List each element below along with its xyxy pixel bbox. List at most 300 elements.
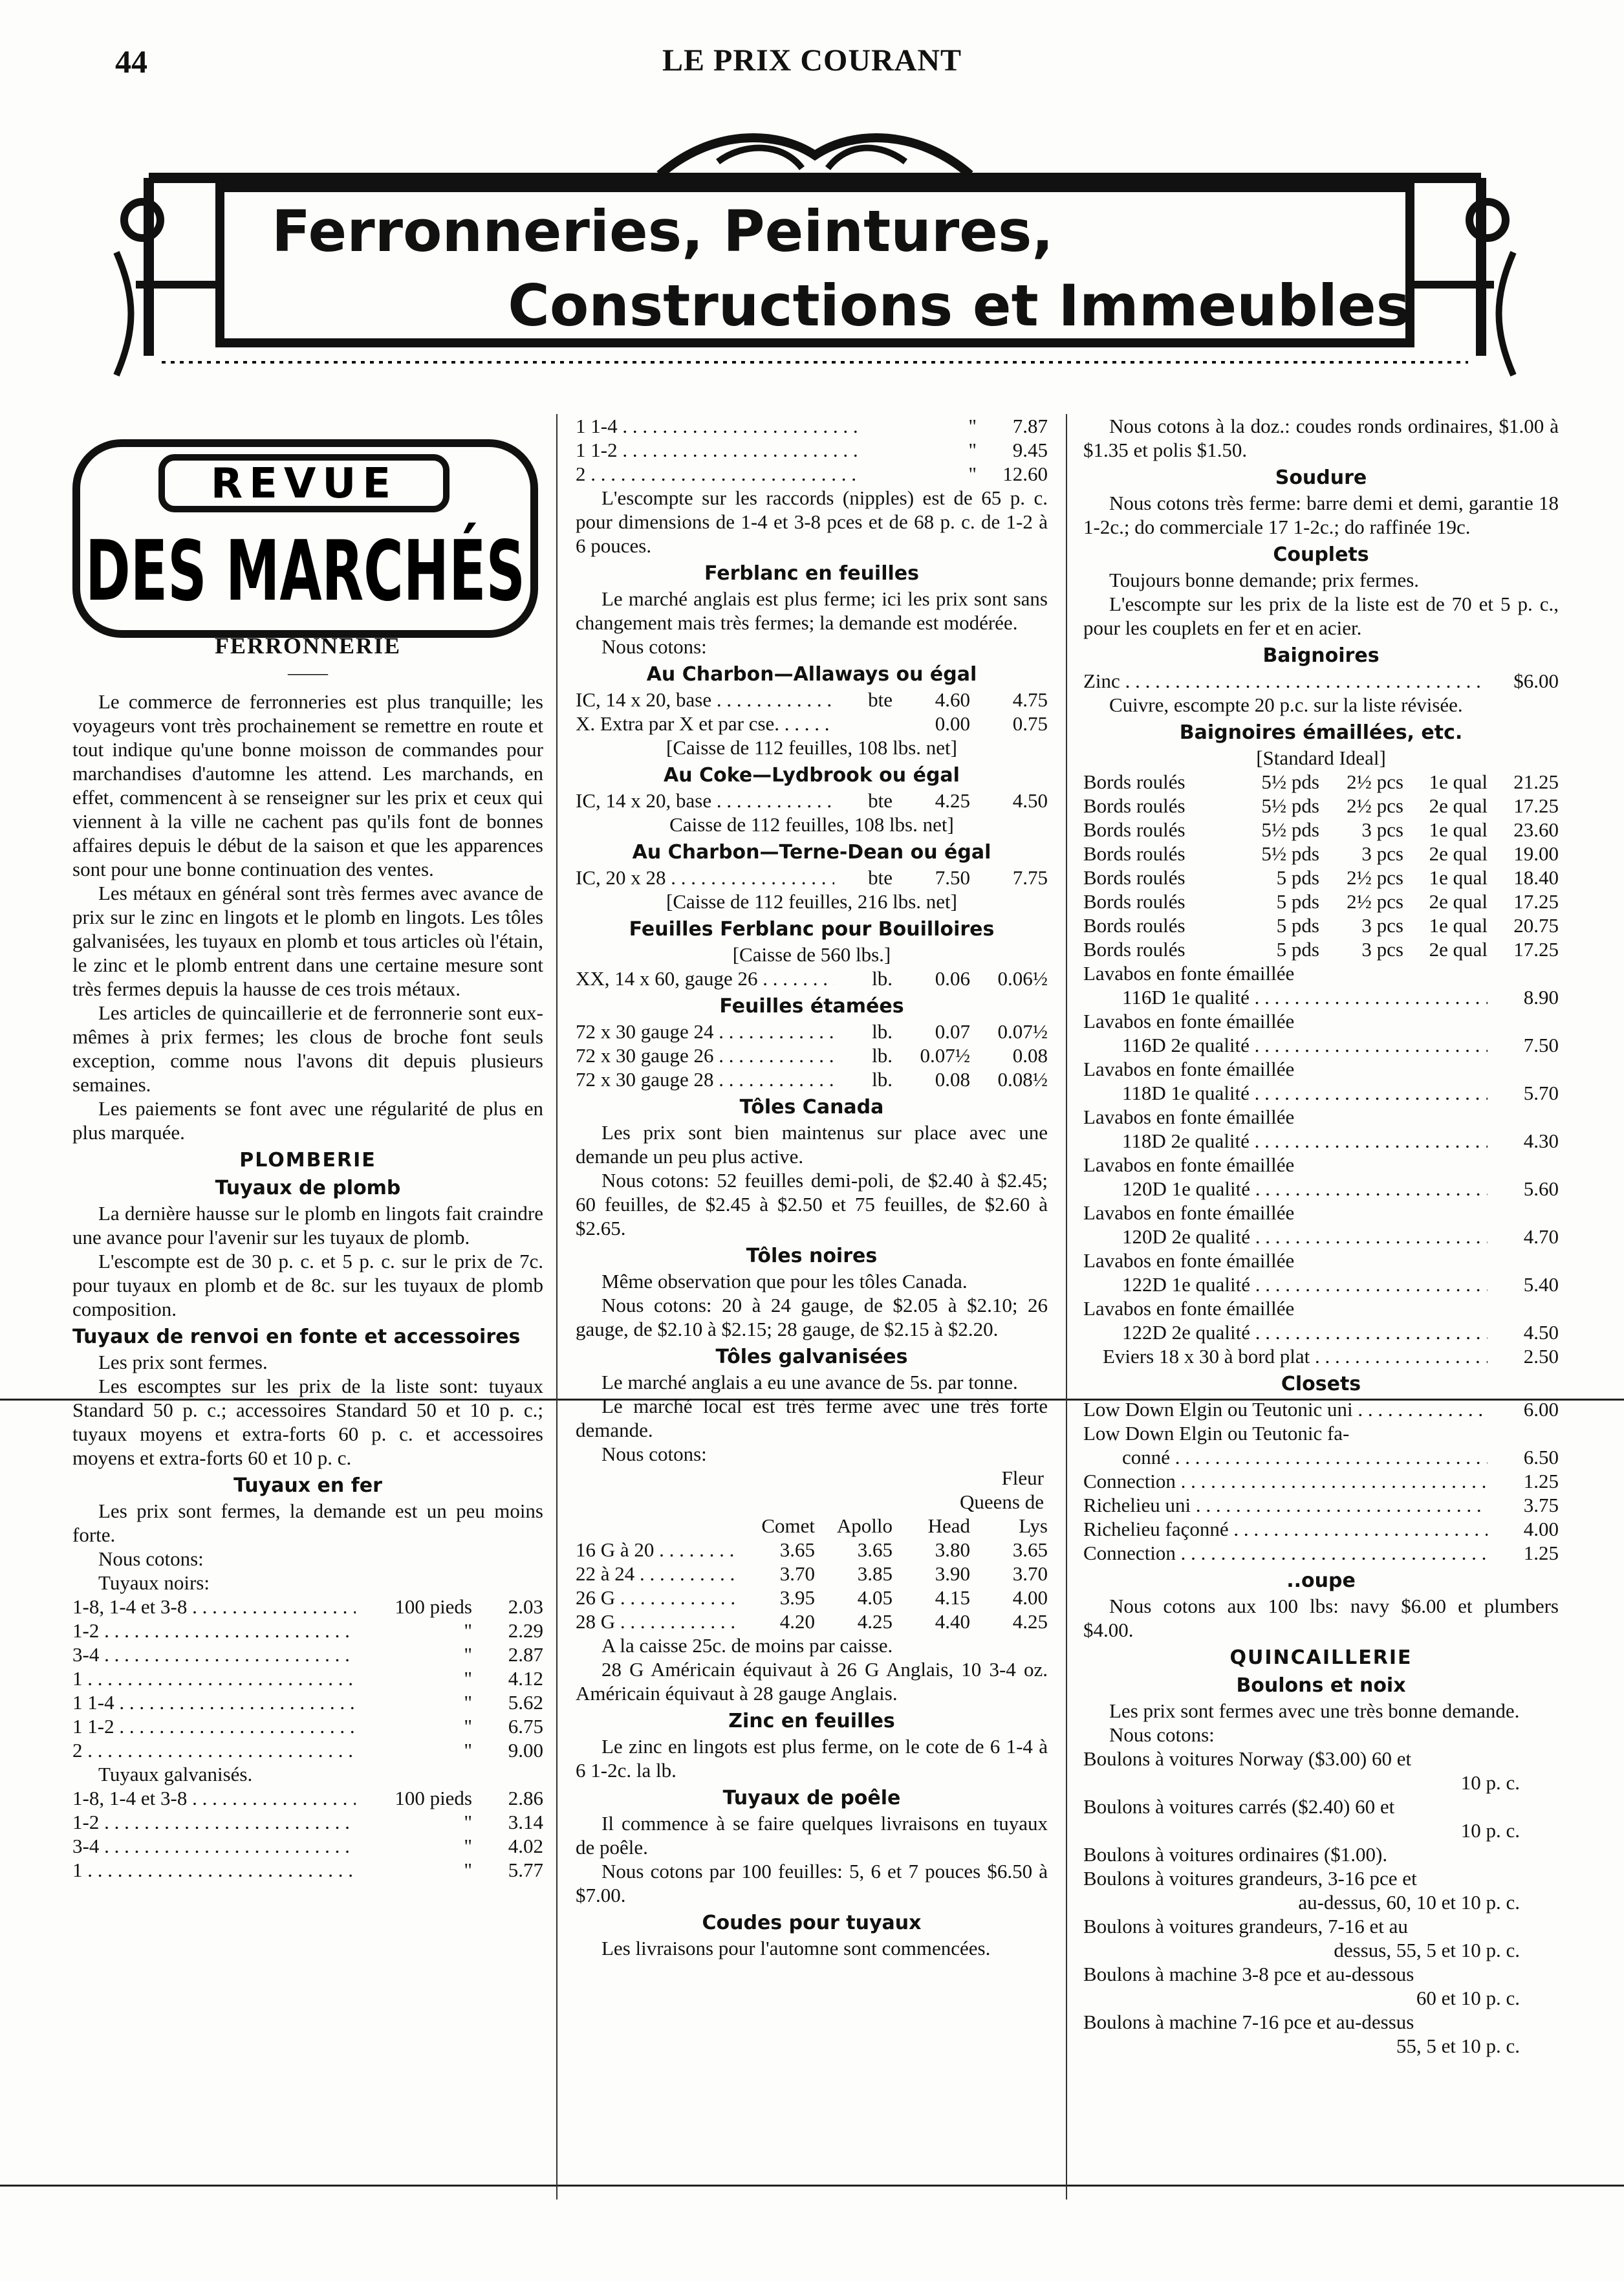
bords-label: Bords roulés [1083, 818, 1186, 841]
terne-label: IC, 20 x 28 . . . [576, 866, 834, 889]
top-size: 2 . . . [576, 462, 860, 486]
bords-qual: 1e qual [1429, 866, 1488, 889]
bouilloires-p2: 0.06½ [997, 967, 1048, 990]
boulons-title: Boulons et noix [1236, 1674, 1406, 1697]
lavabo-code: 118D 1e qualité . . . [1122, 1081, 1488, 1105]
etamees-label: 72 x 30 gauge 24 . . . [576, 1020, 834, 1043]
galv-pipe-row [72, 1810, 543, 1834]
section-dash: —— [288, 661, 328, 684]
galv-pipe-size: 1-2 . . . [72, 1810, 356, 1834]
bords-len: 5½ pds [1261, 770, 1319, 793]
couplets-p2: L'escompte sur les prix de la liste est de 70 et 5 p. c., pour les couplets en fer et en acier. [1083, 593, 1559, 639]
lavabo-code: 120D 1e qualité . . . [1122, 1177, 1488, 1201]
allaways-p1: 4.60 [935, 688, 970, 711]
noirs-unit: " [464, 1691, 472, 1714]
galv-pipe-size: 1 . . . [72, 1858, 356, 1882]
etamees-p2: 0.07½ [997, 1020, 1048, 1043]
bords-price: 20.75 [1513, 914, 1559, 937]
galv-pipe-unit: " [464, 1835, 472, 1857]
lavabo-code: 118D 2e qualité . . . [1122, 1129, 1488, 1153]
ferronnerie-p2: Les métaux en général sont très fermes avec avance de prix sur le zinc en lingots et le plomb en lingots. Les tôles galvanisées, les tuyaux en plomb et tous articles où l'étain, le zinc et le plomb entrent dans une certaine mesure sont très fermes depuis la hausse de ces trois métaux. [72, 882, 543, 1000]
revue-top: REVUE [210, 460, 398, 508]
etamees-row [576, 1020, 1048, 1043]
bords-pcs: 2½ pcs [1347, 866, 1403, 889]
coke-p1: 4.25 [935, 789, 970, 812]
galv-value: 3.90 [935, 1562, 970, 1585]
boulons-line: Boulons à voitures grandeurs, 3-16 pce et [1083, 1867, 1417, 1890]
allaways-unit: bte [868, 688, 893, 711]
boulons-line: Boulons à machine 3-8 pce et au-dessous [1083, 1963, 1414, 1985]
galv-col-header: Comet [761, 1514, 815, 1537]
lavabo-label: Lavabos en fonte émaillée [1083, 1249, 1295, 1272]
noirs-price: 9.00 [508, 1739, 543, 1762]
galv-column-headers [576, 1514, 1048, 1538]
lavabo-row [1083, 1177, 1559, 1201]
closets-price: 6.00 [1523, 1398, 1559, 1421]
lavabo-row [1083, 985, 1559, 1009]
coudes-p: Nous cotons à la doz.: coudes ronds ordinaires, $1.00 à $1.35 et polis $1.50. [1083, 415, 1559, 461]
boulons-rows [1083, 1747, 1559, 2058]
noirs-list [72, 1595, 543, 1762]
galv-value: 3.80 [935, 1538, 970, 1561]
closets-row [1083, 1397, 1559, 1421]
coke-row [576, 789, 1048, 813]
closets-label: Connection . . . [1083, 1541, 1488, 1565]
renvoi-p2: Les escomptes sur les prix de la liste sont: tuyaux Standard 50 p. c.; accessoires Standard 50 et 10 p. c.; tuyaux moyens et extra-forts 60 p. c. et accessoires moyens et extra-forts 60 et 10 p. c. [72, 1375, 543, 1469]
galv-col-header: Lys [1019, 1514, 1048, 1537]
closets-row [1083, 1445, 1559, 1469]
galv-pipe-row [72, 1786, 543, 1810]
bords-rows [1083, 770, 1559, 961]
raccords-p: L'escompte sur les raccords (nipples) est de 65 p. c. pour dimensions de 1-4 et 3-8 pces et de 68 p. c. de 1-2 à 6 pouces. [576, 486, 1048, 557]
galv-value: 4.40 [935, 1610, 970, 1633]
closets-label: Richelieu uni . . . [1083, 1493, 1488, 1517]
lavabo-label: Lavabos en fonte émaillée [1083, 1153, 1295, 1176]
noirs-unit: 100 pieds [395, 1595, 472, 1618]
bords-pcs: 3 pcs [1361, 818, 1403, 841]
rule-bottom [0, 2185, 1624, 2187]
bords-label: Bords roulés [1083, 938, 1186, 961]
emaillees-title: Baignoires émaillées, etc. [1179, 721, 1463, 744]
bords-len: 5 pds [1276, 866, 1319, 889]
baignoires-row-label: Zinc . . . [1083, 669, 1481, 693]
bords-label: Bords roulés [1083, 914, 1186, 937]
galv-value: 3.65 [857, 1538, 893, 1561]
column-a [72, 634, 543, 1882]
etamees-unit: lb. [872, 1044, 893, 1067]
boulons-p1: Les prix sont fermes avec une très bonne demande. [1109, 1699, 1520, 1722]
top-unit: " [968, 415, 977, 437]
coke-rows [576, 789, 1048, 813]
galv-value: 4.20 [779, 1610, 815, 1633]
column-divider-2 [1066, 414, 1067, 2199]
galv-label: 28 G . . . [576, 1610, 737, 1633]
tuyaux-plomb-p2: L'escompte est de 30 p. c. et 5 p. c. sur le prix de 7c. pour tuyaux en plomb et de 8c. sur les tuyaux de plomb composition. [72, 1250, 543, 1320]
baignoires-row-price: $6.00 [1513, 670, 1559, 692]
coke-title: Au Coke—Lydbrook ou égal [664, 764, 960, 787]
closets-row [1083, 1541, 1559, 1565]
ferblanc-p2: Nous cotons: [601, 635, 707, 658]
galv-value: 4.00 [1012, 1586, 1048, 1609]
baignoires-p: Cuivre, escompte 20 p.c. sur la liste révisée. [1109, 693, 1463, 716]
ferronnerie-p1: Le commerce de ferronneries est plus tranquille; les voyageurs vont très prochainement se remettre en route et tout indique qu'une bonne moisson de commandes pour marchandises d'automne les attend. Les marchands, en effet, commencent à se renseigner sur les prix et ceux qui viennent à la ville ne cachent pas qu'ils font de bonnes affaires depuis le début de la saison et que les apparences sont pour une bonne continuation des ventes. [72, 690, 543, 880]
bords-row [1083, 866, 1559, 889]
top-row [576, 414, 1048, 438]
bords-qual: 1e qual [1429, 818, 1488, 841]
bords-row [1083, 842, 1559, 866]
bords-price: 17.25 [1513, 938, 1559, 961]
bords-pcs: 3 pcs [1361, 842, 1403, 865]
closets-title: Closets [1281, 1373, 1361, 1395]
poele-p2: Nous cotons par 100 feuilles: 5, 6 et 7 pouces $6.50 à $7.00. [576, 1860, 1048, 1906]
bords-row [1083, 794, 1559, 818]
lavabo-code: 122D 2e qualité . . . [1122, 1320, 1488, 1344]
banner-title [213, 194, 1416, 343]
renvoi-p1: Les prix sont fermes. [98, 1351, 268, 1373]
allaways-note: [Caisse de 112 feuilles, 108 lbs. net] [666, 736, 957, 759]
bords-price: 19.00 [1513, 842, 1559, 865]
ferblanc-p1: Le marché anglais est plus ferme; ici les prix sont sans changement mais très fermes; la demande est modérée. [576, 587, 1048, 634]
lavabo-price: 8.90 [1523, 986, 1559, 1009]
bords-pcs: 2½ pcs [1347, 770, 1403, 793]
bouilloires-label: XX, 14 x 60, gauge 26 . . . [576, 966, 834, 990]
etamees-row [576, 1043, 1048, 1067]
bords-label: Bords roulés [1083, 770, 1186, 793]
noirs-row [72, 1595, 543, 1619]
terne-p2: 7.75 [1012, 866, 1048, 889]
closets-row [1083, 1517, 1559, 1541]
closets-price: 6.50 [1523, 1446, 1559, 1468]
galv-row [576, 1610, 1048, 1633]
galv-p1: Le marché anglais a eu une avance de 5s. par tonne. [601, 1371, 1018, 1393]
top-unit: " [968, 439, 977, 461]
noirs-size: 1-2 . . . [72, 1619, 356, 1643]
galv-pipe-price: 3.14 [508, 1811, 543, 1833]
galv-col-header: Apollo [836, 1514, 893, 1537]
top-unit: " [968, 463, 977, 485]
column-divider-1 [556, 414, 558, 2199]
bords-len: 5 pds [1276, 890, 1319, 913]
page-number: 44 [115, 43, 147, 80]
zinc-p1: Le zinc en lingots est plus ferme, on le cote de 6 1-4 à 6 1-2c. la lb. [576, 1735, 1048, 1782]
allaways-p1: 0.00 [935, 712, 970, 735]
etamees-p1: 0.07½ [920, 1044, 970, 1067]
boulons-line: Boulons à voitures ordinaires ($1.00). [1083, 1843, 1388, 1866]
closets-label: conné . . . [1122, 1445, 1488, 1469]
quincaillerie-title: QUINCAILLERIE [1229, 1646, 1413, 1669]
bords-row [1083, 913, 1559, 937]
etamees-rows [576, 1020, 1048, 1091]
etamees-p1: 0.07 [935, 1020, 970, 1043]
bords-label: Bords roulés [1083, 794, 1186, 817]
galv-value: 4.05 [857, 1586, 893, 1609]
revue-logo-frame [71, 430, 540, 640]
canada-p2: Nous cotons: 52 feuilles demi-poli, de $2.40 à $2.45; 60 feuilles, de $2.45 à $2.50 et 75 feuilles, de $2.60 à $2.65. [576, 1169, 1048, 1239]
baignoires-title: Baignoires [1262, 644, 1380, 667]
galv-row [576, 1562, 1048, 1586]
lavabo-code: 116D 1e qualité . . . [1122, 985, 1488, 1009]
noirs-size: 1 1-4 . . . [72, 1690, 356, 1714]
top-price: 9.45 [1012, 439, 1048, 461]
couplets-title: Couplets [1273, 543, 1369, 566]
boulons-line: Boulons à machine 7-16 pce et au-dessus [1083, 2011, 1414, 2033]
bords-row [1083, 889, 1559, 913]
boulons-discount: dessus, 55, 5 et 10 p. c. [1334, 1939, 1520, 1961]
top-row [576, 438, 1048, 462]
allaways-label: X. Extra par X et par cse. . . . [576, 712, 834, 736]
lavabo-price: 7.50 [1523, 1034, 1559, 1056]
bords-qual: 1e qual [1429, 914, 1488, 937]
coudes-title: Coudes pour tuyaux [702, 1912, 922, 1934]
coke-unit: bte [868, 789, 893, 812]
boulons-discount: 10 p. c. [1460, 1771, 1520, 1794]
lavabo-code: 116D 2e qualité . . . [1122, 1033, 1488, 1057]
bords-price: 17.25 [1513, 890, 1559, 913]
galv-pipe-unit: 100 pieds [395, 1787, 472, 1809]
lavabo-row [1083, 1081, 1559, 1105]
column-c [1083, 414, 1559, 2058]
noirs-size: 3-4 . . . [72, 1643, 356, 1666]
boulons-p2: Nous cotons: [1109, 1723, 1215, 1746]
galv-p2: Le marché local est très ferme avec une très forte demande. [576, 1395, 1048, 1441]
allaways-label: IC, 14 x 20, base . . . [576, 688, 834, 712]
galv-pipe-price: 5.77 [508, 1859, 543, 1881]
galv-value: 3.95 [779, 1586, 815, 1609]
galv-title: Tôles galvanisées [715, 1346, 908, 1368]
revue-bottom: DES MAR [85, 523, 510, 620]
galv-head2: Queens de [960, 1490, 1044, 1513]
terne-row [576, 866, 1048, 889]
revue-logo [71, 430, 540, 640]
galv-p5: 28 G Américain équivaut à 26 G Anglais, 10 3-4 oz. Américain équivaut à 28 gauge Anglais. [576, 1658, 1048, 1705]
noirs-row [72, 1643, 543, 1666]
lavabo-price: 4.30 [1523, 1130, 1559, 1152]
galv-pipe-price: 2.86 [508, 1787, 543, 1809]
couplets-p1: Toujours bonne demande; prix fermes. [1109, 569, 1420, 591]
eviers-price: 2.50 [1523, 1345, 1559, 1368]
lavabo-label: Lavabos en fonte émaillée [1083, 1010, 1295, 1032]
lavabo-row [1083, 1129, 1559, 1153]
galv-pipe-size: 1-8, 1-4 et 3-8 . . . [72, 1786, 356, 1810]
lavabo-price: 5.60 [1523, 1177, 1559, 1200]
bords-qual: 2e qual [1429, 842, 1488, 865]
boulons-discount: 60 et 10 p. c. [1416, 1987, 1520, 2009]
noires-title: Tôles noires [746, 1245, 878, 1267]
noirs-size: 2 . . . [72, 1738, 356, 1762]
galv-value: 3.70 [779, 1562, 815, 1585]
closets-row [1083, 1493, 1559, 1517]
bords-qual: 2e qual [1429, 938, 1488, 961]
galv-head1: Fleur [1001, 1467, 1044, 1489]
noirs-row [72, 1619, 543, 1643]
terne-unit: bte [868, 866, 893, 889]
lavabo-label: Lavabos en fonte émaillée [1083, 1058, 1295, 1080]
noirs-size: 1-8, 1-4 et 3-8 . . . [72, 1595, 356, 1619]
tuyaux-plomb-p1: La dernière hausse sur le plomb en lingots fait craindre une avance pour l'avenir sur les tuyaux de plomb. [72, 1202, 543, 1249]
bouilloires-row [576, 966, 1048, 990]
allaways-p2: 0.75 [1012, 712, 1048, 735]
eviers-row [1083, 1344, 1559, 1368]
poele-title: Tuyaux de poêle [722, 1787, 901, 1809]
coke-label: IC, 14 x 20, base . . . [576, 789, 834, 813]
soupe-title: ..oupe [1286, 1569, 1356, 1592]
lavabo-row [1083, 1272, 1559, 1296]
soudure-title: Soudure [1275, 466, 1367, 489]
top-size: 1 1-2 . . . [576, 438, 860, 462]
zinc-title: Zinc en feuilles [728, 1710, 895, 1732]
column-b [576, 414, 1048, 1960]
coudes-p1: Les livraisons pour l'automne sont commencées. [601, 1937, 991, 1959]
closets-rows [1083, 1397, 1559, 1565]
closets-row [1083, 1469, 1559, 1493]
etamees-row [576, 1067, 1048, 1091]
bords-price: 18.40 [1513, 866, 1559, 889]
etamees-title: Feuilles étamées [719, 995, 904, 1018]
noirs-row [72, 1714, 543, 1738]
bords-qual: 2e qual [1429, 890, 1488, 913]
noirs-size: 1 1-2 . . . [72, 1714, 356, 1738]
lavabo-code: 120D 2e qualité . . . [1122, 1225, 1488, 1249]
fer-p1: Les prix sont fermes, la demande est un peu moins forte. [72, 1500, 543, 1546]
lavabo-price: 4.50 [1523, 1321, 1559, 1344]
noirs-unit: " [464, 1619, 472, 1642]
terne-note: [Caisse de 112 feuilles, 216 lbs. net] [666, 890, 957, 913]
bords-price: 17.25 [1513, 794, 1559, 817]
noirs-unit: " [464, 1739, 472, 1762]
lavabo-label: Lavabos en fonte émaillée [1083, 962, 1295, 985]
closets-price: 1.25 [1523, 1470, 1559, 1492]
galv-pipe-size: 3-4 . . . [72, 1834, 356, 1858]
bords-label: Bords roulés [1083, 866, 1186, 889]
bords-price: 23.60 [1513, 818, 1559, 841]
closets-label: Richelieu façonné . . . [1083, 1517, 1488, 1541]
lavabo-row [1083, 1225, 1559, 1249]
noirs-label: Tuyaux noirs: [98, 1571, 210, 1594]
closets-label: Low Down Elgin ou Teutonic uni . . . [1083, 1397, 1488, 1421]
galv-pipe-row [72, 1834, 543, 1858]
noirs-price: 2.29 [508, 1619, 543, 1642]
bouilloires-unit: lb. [872, 967, 893, 990]
galv-col-header: Head [927, 1514, 970, 1537]
noirs-price: 6.75 [508, 1715, 543, 1738]
noirs-price: 5.62 [508, 1691, 543, 1714]
lavabo-price: 5.70 [1523, 1082, 1559, 1104]
running-title: LE PRIX COURANT [662, 43, 962, 78]
terne-p1: 7.50 [935, 866, 970, 889]
lavabo-price: 4.70 [1523, 1225, 1559, 1248]
lavabo-row [1083, 1033, 1559, 1057]
lavabo-price: 5.40 [1523, 1273, 1559, 1296]
galv-row [576, 1586, 1048, 1610]
banner-title-line2: Constructions et Immeubles [508, 272, 1410, 339]
ferblanc-title: Ferblanc en feuilles [704, 562, 919, 585]
bords-price: 21.25 [1513, 770, 1559, 793]
galv-value: 3.85 [857, 1562, 893, 1585]
noires-p2: Nous cotons: 20 à 24 gauge, de $2.05 à $2.10; 26 gauge, de $2.10 à $2.15; 28 gauge, de $2.15 à $2.20. [576, 1294, 1048, 1340]
soudure-p: Nous cotons très ferme: barre demi et demi, garantie 18 1-2c.; do commerciale 17 1-2c.; do raffinée 19c. [1083, 492, 1559, 538]
closets-line2: Low Down Elgin ou Teutonic fa- [1083, 1422, 1350, 1445]
noirs-price: 4.12 [508, 1667, 543, 1690]
fer-title: Tuyaux en fer [233, 1474, 382, 1497]
galv-value: 3.70 [1012, 1562, 1048, 1585]
top-price: 7.87 [1012, 415, 1048, 437]
galv-p3: Nous cotons: [601, 1443, 707, 1465]
top-row [576, 462, 1048, 486]
boulons-discount: au-dessus, 60, 10 et 10 p. c. [1298, 1891, 1520, 1914]
etamees-p2: 0.08 [1012, 1044, 1048, 1067]
bords-qual: 2e qual [1429, 794, 1488, 817]
top-size: 1 1-4 . . . [576, 414, 860, 438]
ferronnerie-p3: Les articles de quincaillerie et de ferronnerie sont eux-mêmes à prix fermes; les clous de broche font seuls exception, comme nous l'avons dit depuis plusieurs semaines. [72, 1001, 543, 1096]
bords-label: Bords roulés [1083, 890, 1186, 913]
emaillees-note: [Standard Ideal] [1256, 747, 1386, 769]
plomberie-title: PLOMBERIE [239, 1149, 376, 1172]
etamees-label: 72 x 30 gauge 26 . . . [576, 1043, 834, 1067]
allaways-rows [576, 688, 1048, 736]
allaways-unit [834, 712, 893, 736]
bouilloires-title: Feuilles Ferblanc pour Bouilloires [629, 918, 995, 941]
bords-row [1083, 937, 1559, 961]
etamees-p1: 0.08 [935, 1068, 970, 1091]
bords-len: 5½ pds [1261, 842, 1319, 865]
fer-p2: Nous cotons: [98, 1547, 204, 1570]
etamees-p2: 0.08½ [997, 1068, 1048, 1091]
galv-col-spacer [576, 1514, 737, 1538]
terne-title: Au Charbon—Terne-Dean ou égal [632, 841, 991, 864]
bords-label: Bords roulés [1083, 842, 1186, 865]
allaways-p2: 4.75 [1012, 688, 1048, 711]
galv-value: 4.25 [1012, 1610, 1048, 1633]
noirs-price: 2.03 [508, 1595, 543, 1618]
tuyaux-plomb-title: Tuyaux de plomb [215, 1177, 401, 1199]
boulons-line: Boulons à voitures carrés ($2.40) 60 et [1083, 1795, 1395, 1818]
bouilloires-note: [Caisse de 560 lbs.] [732, 943, 891, 966]
bords-len: 5½ pds [1261, 794, 1319, 817]
noirs-unit: " [464, 1715, 472, 1738]
noires-p1: Même observation que pour les tôles Canada. [601, 1270, 968, 1293]
galv-pipe-unit: " [464, 1811, 472, 1833]
galv-pipe-price: 4.02 [508, 1835, 543, 1857]
boulons-discount: 10 p. c. [1460, 1819, 1520, 1842]
lavabo-code: 122D 1e qualité . . . [1122, 1272, 1488, 1296]
renvoi-title: Tuyaux de renvoi en fonte et accessoires [72, 1326, 521, 1348]
bords-len: 5 pds [1276, 938, 1319, 961]
bouilloires-rows [576, 966, 1048, 990]
bords-row [1083, 818, 1559, 842]
galv-label: 26 G . . . [576, 1586, 737, 1610]
coke-note: Caisse de 112 feuilles, 108 lbs. net] [669, 813, 954, 836]
noirs-price: 2.87 [508, 1643, 543, 1666]
terne-rows [576, 866, 1048, 889]
ferronnerie-title: FERRONNERIE [214, 633, 402, 659]
bords-pcs: 3 pcs [1361, 914, 1403, 937]
banner-title-line1: Ferronneries, Peintures, [272, 198, 1054, 265]
bords-len: 5 pds [1276, 914, 1319, 937]
bords-qual: 1e qual [1429, 770, 1488, 793]
noirs-unit: " [464, 1643, 472, 1666]
galv-label: 22 à 24 . . . [576, 1562, 737, 1586]
galv-p4: A la caisse 25c. de moins par caisse. [601, 1634, 893, 1657]
galv-label: 16 G à 20 . . . [576, 1538, 737, 1562]
closets-price: 4.00 [1523, 1518, 1559, 1540]
galv-pipe-row [72, 1858, 543, 1882]
noirs-row [72, 1738, 543, 1762]
noirs-row [72, 1690, 543, 1714]
poele-p1: Il commence à se faire quelques livraisons en tuyaux de poêle. [576, 1812, 1048, 1859]
lavabos-rows [1083, 961, 1559, 1344]
noirs-unit: " [464, 1667, 472, 1690]
galv-pipe-unit: " [464, 1859, 472, 1881]
